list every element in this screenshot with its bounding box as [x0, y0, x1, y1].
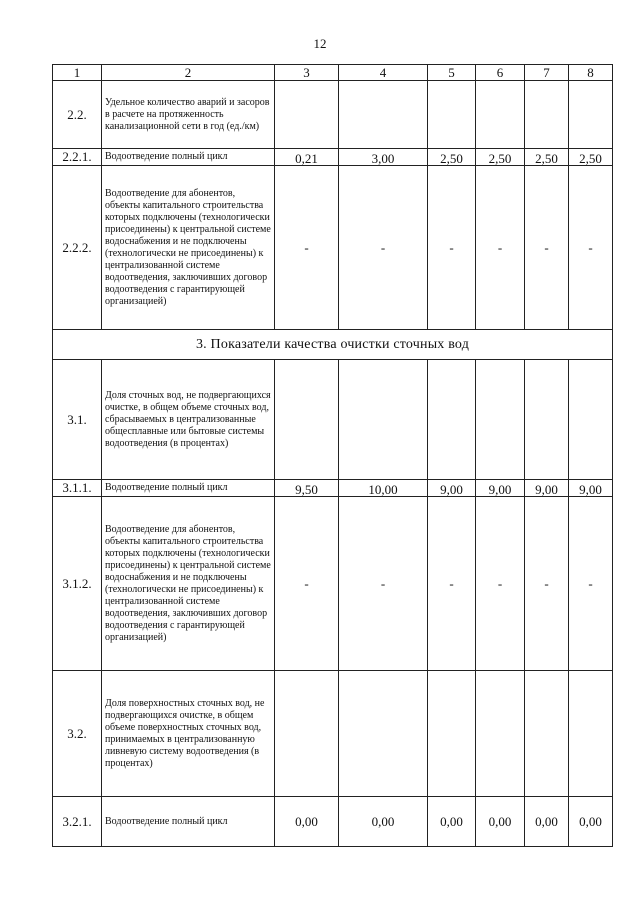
- value-cell: 2,50: [428, 149, 476, 166]
- value-cell: -: [569, 166, 613, 330]
- value-cell: 0,00: [525, 797, 569, 847]
- value-cell: [525, 360, 569, 480]
- row-number: 3.2.: [53, 671, 102, 797]
- column-header: 1: [53, 65, 102, 81]
- value-cell: [275, 671, 339, 797]
- value-cell: 0,00: [476, 797, 525, 847]
- column-header: 6: [476, 65, 525, 81]
- row-number: 3.2.1.: [53, 797, 102, 847]
- value-cell: [428, 671, 476, 797]
- value-cell: 2,50: [569, 149, 613, 166]
- value-cell: [428, 81, 476, 149]
- value-cell: -: [525, 497, 569, 671]
- indicator-description: Водоотведение полный цикл: [102, 797, 275, 847]
- value-cell: [569, 81, 613, 149]
- row-number: 2.2.1.: [53, 149, 102, 166]
- table-row: [53, 360, 613, 480]
- value-cell: 2,50: [476, 149, 525, 166]
- value-cell: [476, 671, 525, 797]
- value-cell: [275, 360, 339, 480]
- table-row: [53, 149, 613, 166]
- indicator-description: Водоотведение для абонентов, объекты капитального строительства которых подключены (технологически присоединены) к центральной системе водоснабжения и не подключены (технологически не присоединены) к централизованной системе водоотведения, заключивших договор водоотведения с гарантирующей организацией): [102, 497, 275, 671]
- value-cell: -: [339, 497, 428, 671]
- column-header: 3: [275, 65, 339, 81]
- table-body: [53, 65, 613, 847]
- value-cell: [339, 360, 428, 480]
- value-cell: [569, 671, 613, 797]
- value-cell: 9,00: [569, 480, 613, 497]
- value-cell: [525, 81, 569, 149]
- value-cell: [569, 360, 613, 480]
- table-row: [53, 81, 613, 149]
- value-cell: 0,00: [569, 797, 613, 847]
- column-header: 5: [428, 65, 476, 81]
- table-row: [53, 480, 613, 497]
- value-cell: [476, 81, 525, 149]
- value-cell: 0,00: [275, 797, 339, 847]
- value-cell: -: [428, 166, 476, 330]
- table-row: [53, 497, 613, 671]
- value-cell: [339, 81, 428, 149]
- section-header-row: [53, 330, 613, 360]
- indicator-description: Водоотведение полный цикл: [102, 480, 275, 497]
- page-number: 12: [313, 36, 327, 51]
- column-header-row: [53, 65, 613, 81]
- value-cell: 0,00: [428, 797, 476, 847]
- indicator-description: Водоотведение для абонентов, объекты капитального строительства которых подключены (технологически присоединены) к центральной системе водоснабжения и не подключены (технологически не присоединены) к централизованной системе водоотведения, заключивших договор водоотведения с гарантирующей организацией): [102, 166, 275, 330]
- value-cell: 10,00: [339, 480, 428, 497]
- section-title: 3. Показатели качества очистки сточных вод: [53, 330, 613, 360]
- row-number: 2.2.2.: [53, 166, 102, 330]
- value-cell: -: [275, 166, 339, 330]
- table-row: [53, 671, 613, 797]
- value-cell: -: [428, 497, 476, 671]
- column-header: 4: [339, 65, 428, 81]
- value-cell: -: [569, 497, 613, 671]
- value-cell: -: [476, 166, 525, 330]
- value-cell: [525, 671, 569, 797]
- value-cell: [275, 81, 339, 149]
- indicator-description: Доля сточных вод, не подвергающихся очистке, в общем объеме сточных вод, сбрасываемых в централизованные общесплавные или бытовые системы водоотведения (в процентах): [102, 360, 275, 480]
- value-cell: 3,00: [339, 149, 428, 166]
- value-cell: 9,00: [476, 480, 525, 497]
- row-number: 2.2.: [53, 81, 102, 149]
- table-row: [53, 166, 613, 330]
- column-header: 7: [525, 65, 569, 81]
- indicators-table: [52, 64, 613, 847]
- value-cell: [476, 360, 525, 480]
- row-number: 3.1.1.: [53, 480, 102, 497]
- indicator-description: Доля поверхностных сточных вод, не подвергающихся очистке, в общем объеме поверхностных сточных вод, принимаемых в централизованную ливневую систему водоотведения (в процентах): [102, 671, 275, 797]
- value-cell: 0,00: [339, 797, 428, 847]
- value-cell: 9,00: [525, 480, 569, 497]
- value-cell: -: [339, 166, 428, 330]
- value-cell: 2,50: [525, 149, 569, 166]
- indicator-description: Удельное количество аварий и засоров в расчете на протяженность канализационной сети в год (ед./км): [102, 81, 275, 149]
- column-header: 2: [102, 65, 275, 81]
- value-cell: -: [476, 497, 525, 671]
- row-number: 3.1.2.: [53, 497, 102, 671]
- value-cell: 9,00: [428, 480, 476, 497]
- row-number: 3.1.: [53, 360, 102, 480]
- column-header: 8: [569, 65, 613, 81]
- value-cell: [339, 671, 428, 797]
- value-cell: -: [275, 497, 339, 671]
- table-row: [53, 797, 613, 847]
- value-cell: 0,21: [275, 149, 339, 166]
- value-cell: -: [525, 166, 569, 330]
- indicator-description: Водоотведение полный цикл: [102, 149, 275, 166]
- value-cell: [428, 360, 476, 480]
- value-cell: 9,50: [275, 480, 339, 497]
